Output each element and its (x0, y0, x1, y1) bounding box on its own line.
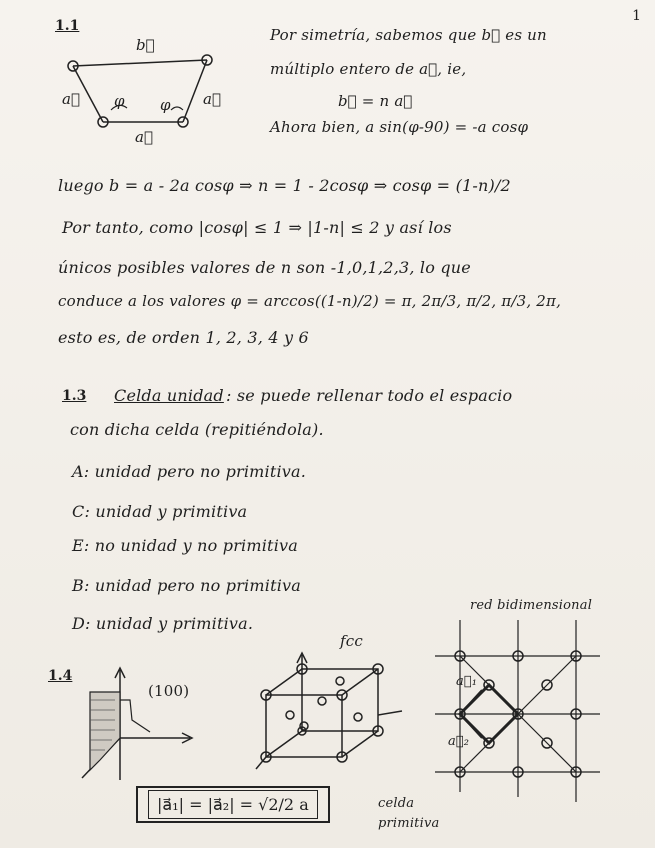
section-1-4-label: 1.4 (48, 668, 73, 684)
vector-a-bottom-label: a⃗ (135, 128, 154, 146)
text-line: luego b = a - 2a cosφ ⇒ n = 1 - 2cosφ ⇒ cosφ = (1-n)/2 (58, 176, 511, 195)
list-item: B: unidad pero no primitiva (72, 576, 301, 595)
formula-text: |a⃗₁| = |a⃗₂| = √2/2 a (148, 790, 318, 819)
list-item: A: unidad pero no primitiva. (72, 462, 307, 481)
section-1-1-label: 1.1 (55, 18, 80, 34)
a2-vector-label: a⃗₂ (448, 734, 470, 749)
celda-unidad-title: Celda unidad (114, 386, 224, 405)
miller-index-label: (100) (148, 682, 190, 700)
section-1-3-label: 1.3 (62, 388, 87, 404)
vector-a-left-label: a⃗ (62, 90, 81, 108)
text-line: conduce a los valores φ = arccos((1-n)/2) = π, 2π/3, π/2, π/3, 2π, (58, 292, 562, 310)
celda-label: celda (378, 796, 415, 811)
text-line: múltiplo entero de a⃗, ie, (270, 60, 467, 78)
vector-a-right-label: a⃗ (203, 90, 222, 108)
fcc-cube-diagram (250, 655, 410, 770)
red-bidimensional-label: red bidimensional (470, 598, 593, 613)
primitiva-label: primitiva (378, 816, 440, 831)
text-line: b⃗ = n a⃗ (338, 92, 413, 110)
text-line: con dicha celda (repitiéndola). (70, 420, 324, 439)
vector-b-label: b⃗ (136, 36, 155, 54)
list-item: E: no unidad y no primitiva (72, 536, 298, 555)
fcc-label: fcc (340, 632, 363, 650)
formula-box (136, 786, 330, 823)
text-line: : se puede rellenar todo el espacio (226, 386, 513, 405)
miller-plane-axes-diagram (60, 660, 200, 790)
text-line: únicos posibles valores de n son -1,0,1,2,3, lo que (58, 258, 471, 277)
text-line: Por tanto, como |cosφ| ≤ 1 ⇒ |1-n| ≤ 2 y así los (62, 218, 452, 237)
list-item: D: unidad y primitiva. (72, 614, 254, 633)
text-line: esto es, de orden 1, 2, 3, 4 y 6 (58, 328, 309, 347)
page-number: 1 (632, 8, 641, 24)
text-line: Ahora bien, a sin(φ-90) = -a cosφ (270, 118, 529, 136)
text-line: Por simetría, sabemos que b⃗ es un (270, 26, 547, 44)
2d-lattice-diagram (430, 612, 605, 802)
list-item: C: unidad y primitiva (72, 502, 248, 521)
phi-right-label: φ (160, 96, 171, 114)
phi-left-label: φ (114, 92, 125, 110)
a1-vector-label: a⃗₁ (456, 674, 478, 689)
